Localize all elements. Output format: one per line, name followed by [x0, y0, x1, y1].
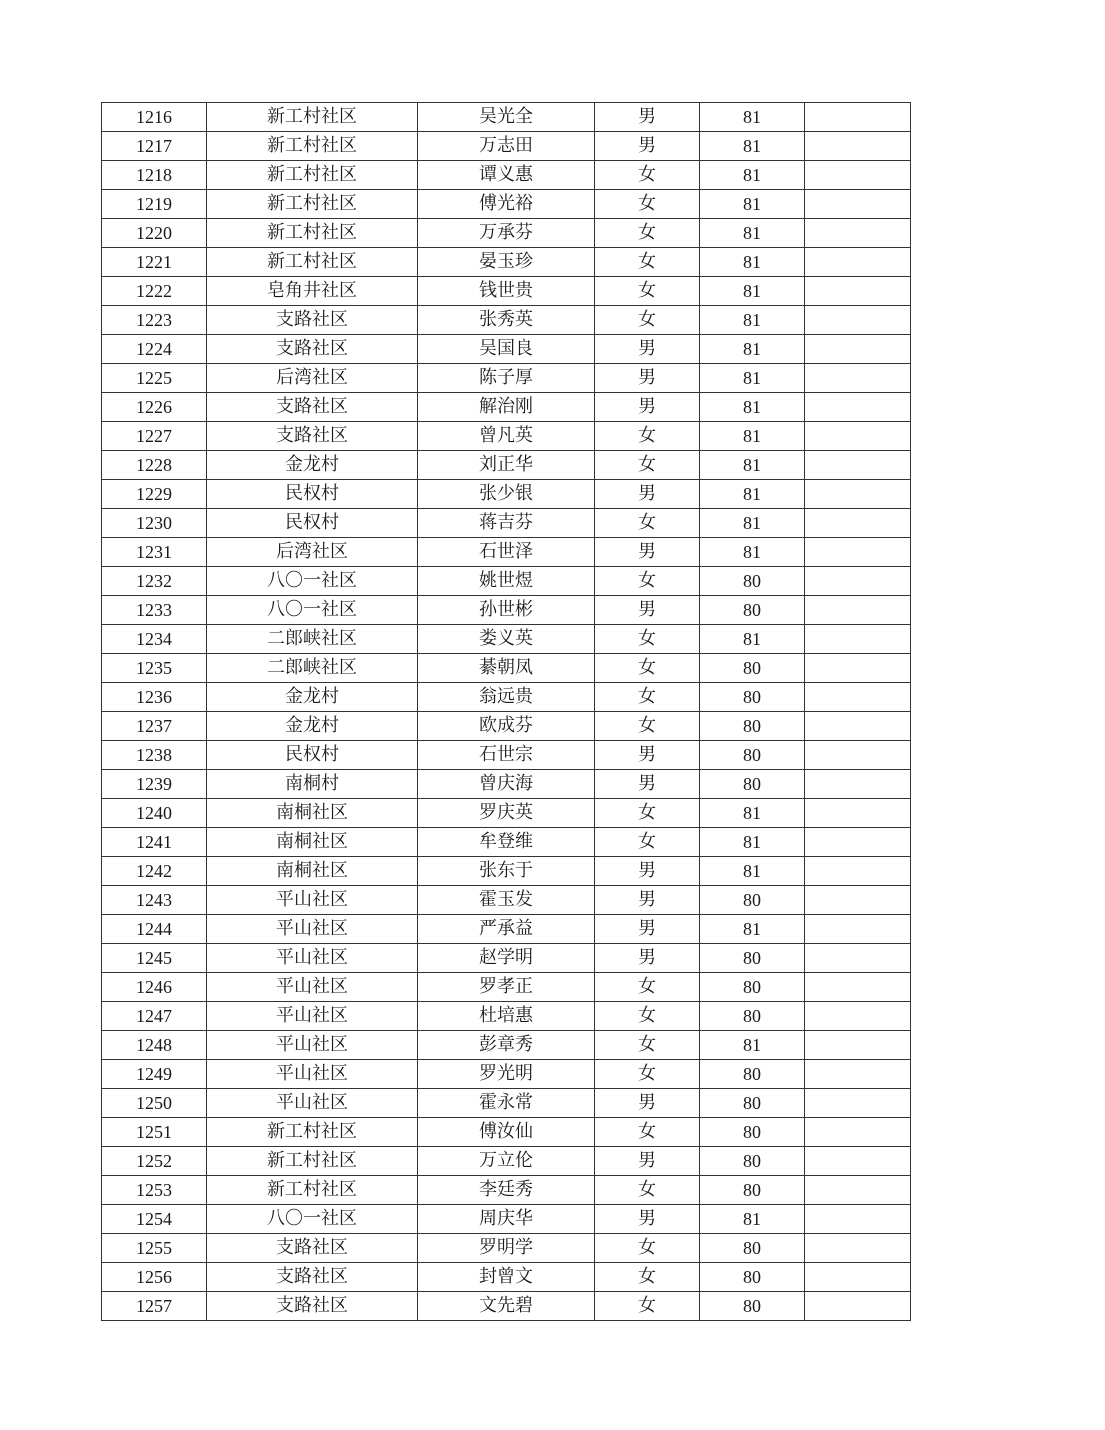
cell-name: 蒋吉芬 [418, 509, 595, 538]
table-row [102, 944, 911, 973]
cell-age: 80 [700, 886, 805, 915]
cell-gender: 女 [595, 799, 700, 828]
cell-gender: 女 [595, 422, 700, 451]
cell-gender: 女 [595, 248, 700, 277]
cell-community: 二郎峡社区 [207, 625, 418, 654]
cell-name: 万承芬 [418, 219, 595, 248]
cell-note [805, 219, 911, 248]
cell-community: 平山社区 [207, 915, 418, 944]
cell-id: 1236 [102, 683, 207, 712]
cell-age: 81 [700, 364, 805, 393]
cell-note [805, 741, 911, 770]
cell-name: 姚世煜 [418, 567, 595, 596]
cell-name: 彭章秀 [418, 1031, 595, 1060]
table-row [102, 683, 911, 712]
cell-gender: 男 [595, 741, 700, 770]
cell-id: 1242 [102, 857, 207, 886]
cell-id: 1255 [102, 1234, 207, 1263]
cell-name: 牟登维 [418, 828, 595, 857]
cell-note [805, 857, 911, 886]
cell-name: 解治刚 [418, 393, 595, 422]
cell-age: 81 [700, 451, 805, 480]
cell-community: 平山社区 [207, 886, 418, 915]
cell-name: 谭义惠 [418, 161, 595, 190]
cell-age: 81 [700, 1205, 805, 1234]
cell-community: 新工村社区 [207, 1176, 418, 1205]
cell-gender: 男 [595, 886, 700, 915]
cell-gender: 女 [595, 190, 700, 219]
cell-age: 81 [700, 422, 805, 451]
cell-note [805, 161, 911, 190]
cell-community: 金龙村 [207, 451, 418, 480]
roster-table [101, 102, 911, 1321]
cell-name: 翁远贵 [418, 683, 595, 712]
cell-note [805, 1234, 911, 1263]
cell-age: 81 [700, 828, 805, 857]
cell-id: 1225 [102, 364, 207, 393]
cell-name: 曾庆海 [418, 770, 595, 799]
cell-age: 80 [700, 973, 805, 1002]
cell-gender: 男 [595, 857, 700, 886]
cell-community: 平山社区 [207, 944, 418, 973]
cell-gender: 男 [595, 480, 700, 509]
cell-name: 张少银 [418, 480, 595, 509]
cell-note [805, 625, 911, 654]
cell-id: 1245 [102, 944, 207, 973]
cell-name: 霍永常 [418, 1089, 595, 1118]
cell-name: 霍玉发 [418, 886, 595, 915]
cell-gender: 男 [595, 1205, 700, 1234]
cell-gender: 女 [595, 1002, 700, 1031]
cell-id: 1240 [102, 799, 207, 828]
cell-id: 1249 [102, 1060, 207, 1089]
cell-name: 钱世贵 [418, 277, 595, 306]
cell-gender: 男 [595, 596, 700, 625]
cell-note [805, 1292, 911, 1321]
cell-community: 新工村社区 [207, 103, 418, 132]
cell-gender: 女 [595, 1176, 700, 1205]
cell-age: 80 [700, 1002, 805, 1031]
cell-community: 二郎峡社区 [207, 654, 418, 683]
cell-name: 綦朝凤 [418, 654, 595, 683]
cell-id: 1243 [102, 886, 207, 915]
cell-age: 80 [700, 741, 805, 770]
table-row [102, 770, 911, 799]
cell-gender: 女 [595, 567, 700, 596]
table-row [102, 509, 911, 538]
cell-note [805, 886, 911, 915]
cell-community: 皂角井社区 [207, 277, 418, 306]
cell-gender: 女 [595, 828, 700, 857]
cell-age: 81 [700, 306, 805, 335]
cell-id: 1254 [102, 1205, 207, 1234]
cell-id: 1229 [102, 480, 207, 509]
cell-note [805, 103, 911, 132]
cell-name: 杜培惠 [418, 1002, 595, 1031]
cell-community: 南桐社区 [207, 799, 418, 828]
cell-id: 1222 [102, 277, 207, 306]
table-row [102, 654, 911, 683]
cell-name: 晏玉珍 [418, 248, 595, 277]
cell-id: 1224 [102, 335, 207, 364]
cell-name: 娄义英 [418, 625, 595, 654]
cell-age: 80 [700, 944, 805, 973]
cell-gender: 女 [595, 306, 700, 335]
cell-gender: 女 [595, 973, 700, 1002]
cell-note [805, 712, 911, 741]
cell-age: 81 [700, 335, 805, 364]
roster-table-body [102, 103, 911, 1321]
cell-age: 80 [700, 712, 805, 741]
table-row [102, 1292, 911, 1321]
table-row [102, 1060, 911, 1089]
cell-community: 平山社区 [207, 1031, 418, 1060]
cell-gender: 女 [595, 277, 700, 306]
table-row [102, 538, 911, 567]
cell-id: 1252 [102, 1147, 207, 1176]
table-row [102, 1205, 911, 1234]
cell-id: 1216 [102, 103, 207, 132]
cell-note [805, 1147, 911, 1176]
cell-note [805, 1002, 911, 1031]
table-row [102, 161, 911, 190]
cell-gender: 男 [595, 132, 700, 161]
cell-age: 80 [700, 1118, 805, 1147]
table-row [102, 1234, 911, 1263]
table-row [102, 886, 911, 915]
table-row [102, 1031, 911, 1060]
cell-note [805, 1031, 911, 1060]
table-row [102, 1002, 911, 1031]
cell-gender: 女 [595, 219, 700, 248]
cell-note [805, 277, 911, 306]
cell-age: 80 [700, 683, 805, 712]
cell-community: 民权村 [207, 741, 418, 770]
cell-age: 81 [700, 277, 805, 306]
cell-gender: 男 [595, 1147, 700, 1176]
table-row [102, 1089, 911, 1118]
cell-note [805, 451, 911, 480]
cell-note [805, 915, 911, 944]
cell-gender: 女 [595, 451, 700, 480]
table-row [102, 712, 911, 741]
cell-id: 1235 [102, 654, 207, 683]
cell-community: 新工村社区 [207, 1147, 418, 1176]
cell-name: 陈子厚 [418, 364, 595, 393]
cell-id: 1232 [102, 567, 207, 596]
cell-name: 吴国良 [418, 335, 595, 364]
cell-id: 1256 [102, 1263, 207, 1292]
cell-gender: 男 [595, 944, 700, 973]
cell-age: 80 [700, 567, 805, 596]
cell-community: 新工村社区 [207, 248, 418, 277]
cell-id: 1231 [102, 538, 207, 567]
cell-id: 1239 [102, 770, 207, 799]
cell-community: 支路社区 [207, 1292, 418, 1321]
cell-note [805, 654, 911, 683]
cell-community: 后湾社区 [207, 364, 418, 393]
cell-gender: 男 [595, 538, 700, 567]
cell-age: 80 [700, 1234, 805, 1263]
cell-age: 81 [700, 219, 805, 248]
cell-gender: 女 [595, 683, 700, 712]
cell-name: 张秀英 [418, 306, 595, 335]
cell-gender: 男 [595, 915, 700, 944]
cell-gender: 男 [595, 770, 700, 799]
cell-note [805, 306, 911, 335]
cell-age: 80 [700, 654, 805, 683]
cell-age: 80 [700, 1089, 805, 1118]
cell-note [805, 538, 911, 567]
cell-id: 1220 [102, 219, 207, 248]
cell-note [805, 828, 911, 857]
cell-name: 严承益 [418, 915, 595, 944]
cell-age: 81 [700, 625, 805, 654]
cell-age: 81 [700, 799, 805, 828]
cell-age: 80 [700, 1060, 805, 1089]
table-row [102, 132, 911, 161]
cell-id: 1230 [102, 509, 207, 538]
cell-community: 后湾社区 [207, 538, 418, 567]
table-row [102, 1176, 911, 1205]
cell-age: 80 [700, 1292, 805, 1321]
table-row [102, 625, 911, 654]
cell-gender: 男 [595, 1089, 700, 1118]
cell-community: 新工村社区 [207, 190, 418, 219]
cell-note [805, 1118, 911, 1147]
cell-age: 80 [700, 1263, 805, 1292]
cell-community: 平山社区 [207, 973, 418, 1002]
cell-id: 1217 [102, 132, 207, 161]
cell-note [805, 422, 911, 451]
cell-id: 1234 [102, 625, 207, 654]
cell-name: 李廷秀 [418, 1176, 595, 1205]
table-row [102, 596, 911, 625]
cell-community: 新工村社区 [207, 219, 418, 248]
table-row [102, 451, 911, 480]
cell-id: 1257 [102, 1292, 207, 1321]
cell-community: 支路社区 [207, 393, 418, 422]
table-row [102, 1118, 911, 1147]
cell-note [805, 480, 911, 509]
cell-gender: 女 [595, 1031, 700, 1060]
cell-community: 南桐社区 [207, 828, 418, 857]
cell-note [805, 683, 911, 712]
cell-age: 80 [700, 1147, 805, 1176]
cell-gender: 女 [595, 625, 700, 654]
cell-age: 81 [700, 190, 805, 219]
cell-age: 81 [700, 103, 805, 132]
cell-note [805, 799, 911, 828]
cell-name: 周庆华 [418, 1205, 595, 1234]
cell-name: 孙世彬 [418, 596, 595, 625]
cell-community: 新工村社区 [207, 161, 418, 190]
table-row [102, 248, 911, 277]
cell-community: 八〇一社区 [207, 1205, 418, 1234]
table-row [102, 306, 911, 335]
cell-age: 81 [700, 1031, 805, 1060]
cell-note [805, 567, 911, 596]
table-row [102, 857, 911, 886]
cell-community: 支路社区 [207, 422, 418, 451]
cell-community: 支路社区 [207, 1234, 418, 1263]
cell-note [805, 1205, 911, 1234]
cell-age: 80 [700, 770, 805, 799]
cell-community: 支路社区 [207, 306, 418, 335]
cell-name: 罗孝正 [418, 973, 595, 1002]
cell-gender: 女 [595, 1118, 700, 1147]
cell-gender: 男 [595, 364, 700, 393]
cell-name: 曾凡英 [418, 422, 595, 451]
cell-name: 罗光明 [418, 1060, 595, 1089]
table-row [102, 1147, 911, 1176]
table-row [102, 277, 911, 306]
cell-age: 81 [700, 248, 805, 277]
cell-name: 万志田 [418, 132, 595, 161]
cell-gender: 男 [595, 103, 700, 132]
cell-id: 1246 [102, 973, 207, 1002]
cell-note [805, 248, 911, 277]
table-row [102, 335, 911, 364]
cell-age: 81 [700, 509, 805, 538]
table-row [102, 219, 911, 248]
cell-gender: 女 [595, 1292, 700, 1321]
table-row [102, 973, 911, 1002]
cell-community: 民权村 [207, 509, 418, 538]
cell-community: 南桐社区 [207, 857, 418, 886]
cell-name: 万立伦 [418, 1147, 595, 1176]
cell-id: 1248 [102, 1031, 207, 1060]
cell-community: 八〇一社区 [207, 596, 418, 625]
cell-age: 81 [700, 538, 805, 567]
cell-id: 1233 [102, 596, 207, 625]
cell-note [805, 770, 911, 799]
table-row [102, 741, 911, 770]
cell-id: 1228 [102, 451, 207, 480]
cell-community: 新工村社区 [207, 132, 418, 161]
cell-age: 80 [700, 1176, 805, 1205]
table-row [102, 915, 911, 944]
cell-age: 81 [700, 480, 805, 509]
cell-id: 1244 [102, 915, 207, 944]
cell-note [805, 132, 911, 161]
cell-id: 1227 [102, 422, 207, 451]
cell-id: 1221 [102, 248, 207, 277]
cell-id: 1250 [102, 1089, 207, 1118]
cell-gender: 男 [595, 335, 700, 364]
cell-note [805, 596, 911, 625]
cell-age: 81 [700, 915, 805, 944]
cell-name: 吴光全 [418, 103, 595, 132]
cell-community: 支路社区 [207, 335, 418, 364]
cell-gender: 男 [595, 393, 700, 422]
cell-gender: 女 [595, 161, 700, 190]
cell-name: 罗庆英 [418, 799, 595, 828]
cell-age: 81 [700, 393, 805, 422]
cell-name: 石世宗 [418, 741, 595, 770]
cell-note [805, 1089, 911, 1118]
cell-community: 平山社区 [207, 1089, 418, 1118]
cell-name: 傅光裕 [418, 190, 595, 219]
cell-note [805, 364, 911, 393]
cell-id: 1241 [102, 828, 207, 857]
cell-gender: 女 [595, 1234, 700, 1263]
cell-note [805, 393, 911, 422]
cell-name: 刘正华 [418, 451, 595, 480]
cell-id: 1219 [102, 190, 207, 219]
cell-note [805, 973, 911, 1002]
cell-id: 1237 [102, 712, 207, 741]
cell-note [805, 335, 911, 364]
cell-note [805, 1060, 911, 1089]
cell-name: 赵学明 [418, 944, 595, 973]
cell-id: 1226 [102, 393, 207, 422]
cell-name: 傅汝仙 [418, 1118, 595, 1147]
table-row [102, 1263, 911, 1292]
cell-note [805, 1176, 911, 1205]
cell-note [805, 1263, 911, 1292]
cell-gender: 女 [595, 654, 700, 683]
table-row [102, 364, 911, 393]
cell-name: 欧成芬 [418, 712, 595, 741]
table-row [102, 190, 911, 219]
cell-note [805, 509, 911, 538]
cell-name: 封曾文 [418, 1263, 595, 1292]
cell-id: 1253 [102, 1176, 207, 1205]
cell-age: 81 [700, 857, 805, 886]
table-row [102, 393, 911, 422]
cell-community: 民权村 [207, 480, 418, 509]
cell-id: 1218 [102, 161, 207, 190]
cell-note [805, 944, 911, 973]
cell-community: 八〇一社区 [207, 567, 418, 596]
table-row [102, 828, 911, 857]
cell-age: 80 [700, 596, 805, 625]
cell-community: 金龙村 [207, 683, 418, 712]
cell-id: 1238 [102, 741, 207, 770]
cell-note [805, 190, 911, 219]
cell-name: 石世泽 [418, 538, 595, 567]
table-row [102, 103, 911, 132]
table-row [102, 567, 911, 596]
cell-id: 1251 [102, 1118, 207, 1147]
cell-name: 罗明学 [418, 1234, 595, 1263]
cell-age: 81 [700, 132, 805, 161]
cell-age: 81 [700, 161, 805, 190]
cell-community: 平山社区 [207, 1002, 418, 1031]
cell-name: 文先碧 [418, 1292, 595, 1321]
cell-gender: 女 [595, 712, 700, 741]
cell-gender: 女 [595, 1060, 700, 1089]
cell-id: 1247 [102, 1002, 207, 1031]
cell-name: 张东于 [418, 857, 595, 886]
cell-community: 支路社区 [207, 1263, 418, 1292]
cell-gender: 女 [595, 1263, 700, 1292]
cell-community: 金龙村 [207, 712, 418, 741]
table-row [102, 480, 911, 509]
table-row [102, 422, 911, 451]
cell-community: 南桐村 [207, 770, 418, 799]
cell-id: 1223 [102, 306, 207, 335]
cell-community: 平山社区 [207, 1060, 418, 1089]
table-row [102, 799, 911, 828]
cell-community: 新工村社区 [207, 1118, 418, 1147]
cell-gender: 女 [595, 509, 700, 538]
